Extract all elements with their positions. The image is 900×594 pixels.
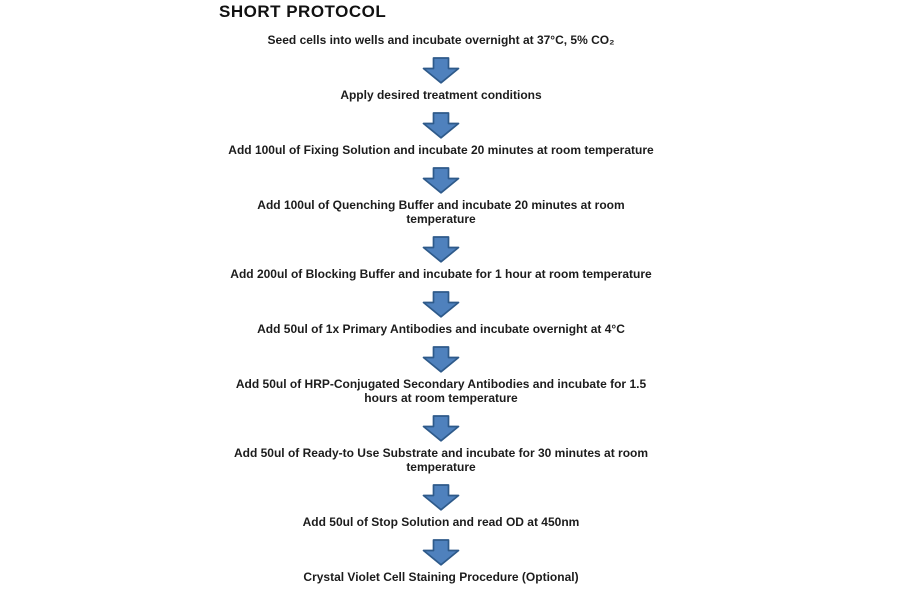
step-text-line: hours at room temperature [364, 391, 518, 405]
step-text-line: temperature [406, 212, 476, 226]
step-text-line: temperature [406, 460, 476, 474]
step-text [228, 143, 653, 157]
step-text [257, 322, 625, 336]
step-text-line: Add 200ul of Blocking Buffer and incubate for 1 hour at room temperature [230, 267, 652, 281]
step-text [303, 570, 578, 584]
arrow-separator [422, 112, 460, 139]
step-text [236, 377, 646, 405]
arrow-separator [422, 484, 460, 511]
step-text-line: Crystal Violet Cell Staining Procedure (Optional) [303, 570, 579, 584]
page-title: SHORT PROTOCOL [219, 2, 387, 21]
step-text [234, 446, 648, 474]
arrow-separator [422, 57, 460, 84]
down-arrow-icon [422, 484, 460, 511]
down-arrow-icon [422, 539, 460, 566]
step-text [230, 267, 651, 281]
arrow-separator [422, 539, 460, 566]
arrow-separator [422, 291, 460, 318]
step-text [303, 515, 580, 529]
step-text-line: Apply desired treatment conditions [340, 88, 542, 102]
step-text-line: Seed cells into wells and incubate overnight at 37°C, 5% CO₂ [267, 33, 615, 47]
down-arrow-icon [422, 291, 460, 318]
arrow-separator [422, 415, 460, 442]
arrow-separator [422, 167, 460, 194]
step-text [268, 33, 615, 47]
down-arrow-icon [422, 112, 460, 139]
arrow-separator [422, 236, 460, 263]
arrow-separator [422, 346, 460, 373]
protocol-flow [131, 33, 751, 594]
step-text-line: Add 100ul of Fixing Solution and incubate 20 minutes at room temperature [228, 143, 654, 157]
down-arrow-icon [422, 167, 460, 194]
step-text-line: Add 50ul of Ready-to Use Substrate and incubate for 30 minutes at room [233, 446, 649, 460]
step-text-line: Add 50ul of HRP-Conjugated Secondary Antibodies and incubate for 1.5 [235, 377, 647, 391]
down-arrow-icon [422, 57, 460, 84]
step-text-line: Add 50ul of Stop Solution and read OD at 450nm [302, 515, 580, 529]
step-text-line: Add 50ul of 1x Primary Antibodies and incubate overnight at 4°C [257, 322, 625, 336]
down-arrow-icon [422, 415, 460, 442]
step-text [340, 88, 541, 102]
down-arrow-icon [422, 346, 460, 373]
step-text [257, 198, 624, 226]
step-text-line: Add 100ul of Quenching Buffer and incubate 20 minutes at room [257, 198, 625, 212]
down-arrow-icon [422, 236, 460, 263]
